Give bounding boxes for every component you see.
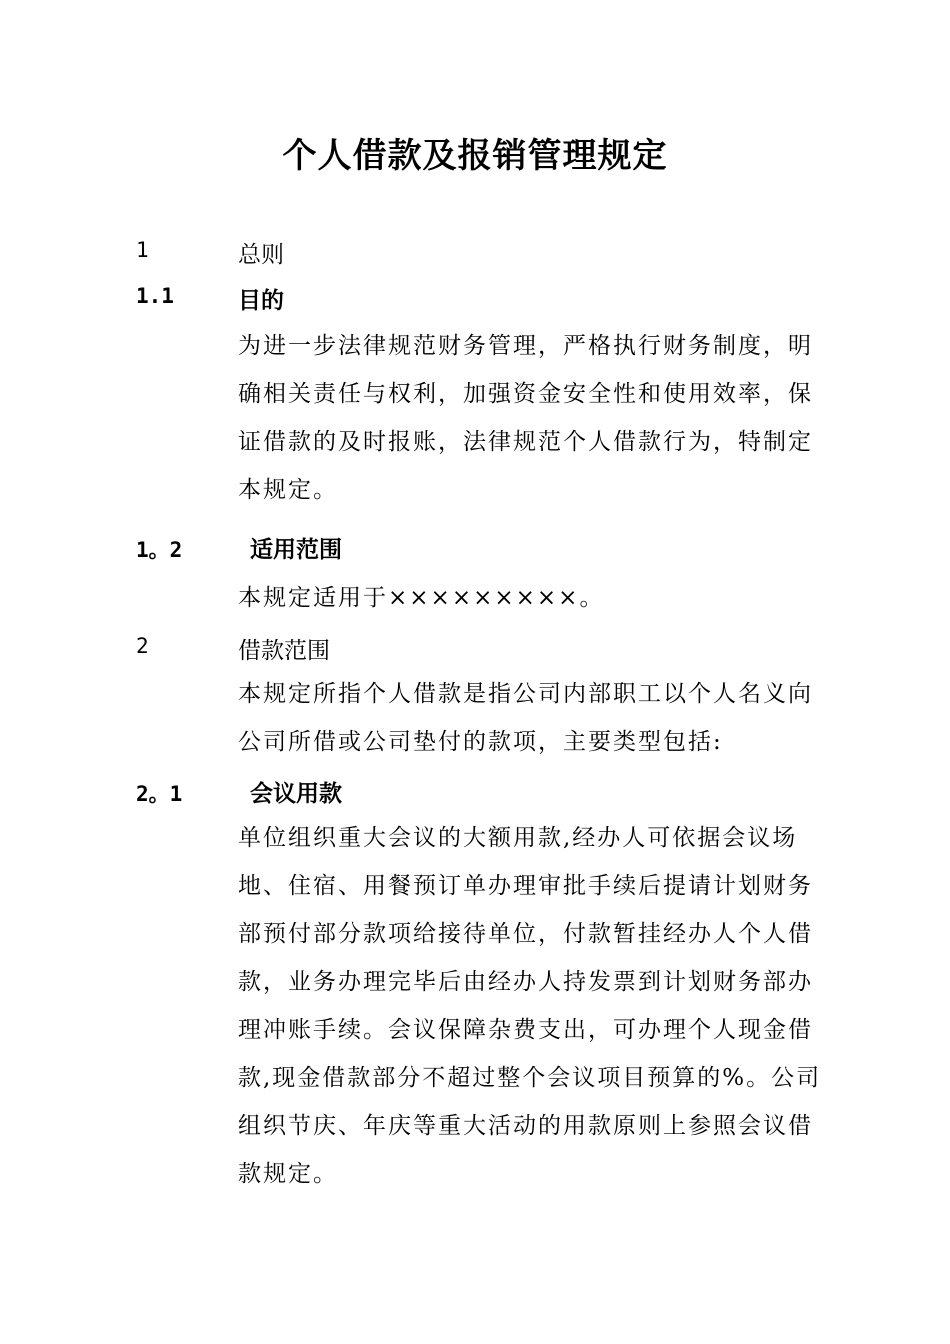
section-number: 2。1 — [136, 782, 183, 806]
section-heading: 目的 — [238, 288, 284, 314]
section-number: 1。2 — [136, 538, 183, 562]
section-heading: 总则 — [238, 242, 284, 268]
section-number: 2 — [136, 634, 149, 658]
paragraph-line: 部预付部分款项给接待单位，付款暂挂经办人个人借 — [238, 921, 813, 947]
section-heading: 借款范围 — [238, 638, 330, 664]
paragraph-line: 公司所借或公司垫付的款项，主要类型包括: — [238, 729, 723, 755]
section-paragraph — [238, 574, 836, 622]
section-heading: 适用范围 — [250, 537, 342, 563]
paragraph-line: 确相关责任与权利，加强资金安全性和使用效率，保 — [238, 381, 813, 407]
paragraph-line: 地、住宿、用餐预订单办理审批手续后提请计划财务 — [238, 873, 813, 899]
section-number: 1.1 — [136, 284, 174, 308]
section-number: 1 — [136, 238, 149, 262]
paragraph-line: 本规定。 — [238, 477, 338, 503]
paragraph-line: 款，业务办理完毕后由经办人持发票到计划财务部办 — [238, 969, 813, 995]
paragraph-line: 款,现金借款部分不超过整个会议项目预算的%。公司 — [238, 1065, 822, 1091]
paragraph-line: 款规定。 — [238, 1161, 338, 1187]
section-paragraph — [238, 322, 836, 514]
paragraph-line: 单位组织重大会议的大额用款,经办人可依据会议场 — [238, 825, 798, 851]
paragraph-line: 为进一步法律规范财务管理，严格执行财务制度，明 — [238, 333, 813, 359]
document-title: 个人借款及报销管理规定 — [282, 136, 668, 176]
paragraph-line: 组织节庆、年庆等重大活动的用款原则上参照会议借 — [238, 1113, 813, 1139]
paragraph-line: 本规定所指个人借款是指公司内部职工以个人名义向 — [238, 681, 813, 707]
paragraph-line: 本规定适用于×××××××××。 — [238, 585, 605, 611]
paragraph-line: 证借款的及时报账，法律规范个人借款行为，特制定 — [238, 429, 813, 455]
section-heading: 会议用款 — [250, 781, 342, 807]
section-paragraph — [238, 814, 836, 1198]
paragraph-line: 理冲账手续。会议保障杂费支出，可办理个人现金借 — [238, 1017, 813, 1043]
section-paragraph — [238, 670, 836, 766]
